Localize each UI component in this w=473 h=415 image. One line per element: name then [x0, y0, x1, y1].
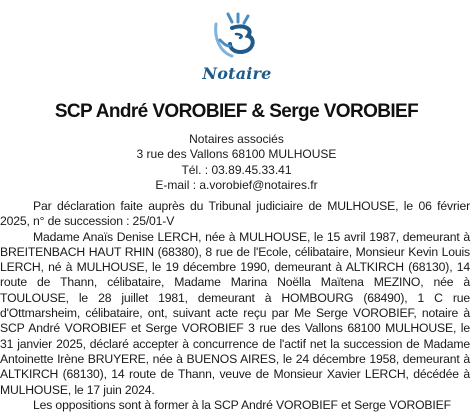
notice-paragraph-oppositions: Les oppositions sont à former à la SCP André VOROBIEF et Serge VOROBIEF: [33, 397, 451, 412]
firm-subtitle: Notaires associés: [189, 132, 284, 146]
notice-body: [0, 199, 470, 413]
notice-paragraph-declaration: Par déclaration faite auprès du Tribunal judiciaire de MULHOUSE, le 06 février 2025, n° de succession : 25/01-V: [0, 199, 470, 229]
logo-wordmark: Notaire: [202, 64, 272, 83]
firm-phone: Tél. : 03.89.45.33.41: [181, 163, 292, 177]
notaire-emblem-icon: [210, 10, 264, 62]
firm-name: SCP André VOROBIEF & Serge VOROBIEF: [54, 101, 419, 122]
notaire-logo: [196, 8, 278, 84]
notice-paragraph-acceptance: Madame Anaïs Denise LERCH, née à MULHOUSE, le 15 avril 1987, demeurant à BREITENBACH HAUT RHIN (68380), 8 rue de l'Ecole, célibataire, Monsieur Kevin Louis LERCH, né à MULHOUSE, le 19 décembre 1990, demeurant à ALTKIRCH (68130), 14 route de Thann, célibataire, Madame Marina Noëlla Maïtena MEZINO, née à TOULOUSE, le 28 juillet 1981, demeurant à HOMBOURG (68490), 1 C rue d'Ottmarsheim, célibataire, ont, suivant acte reçu par Me Serge VOROBIEF, notaire à SCP André VOROBIEF et Serge VOROBIEF 3 rue des Vallons 68100 MULHOUSE, le 31 janvier 2025, déclaré accepter à concurrence de l'actif net la succession de Madame Antoinette Irène BRUYERE, née à BUENOS AIRES, le 24 décembre 1958, demeurant à ALTKIRCH (68130), 14 route de Thann, veuve de Monsieur Xavier LERCH, décédée à MULHOUSE, le 17 juin 2024.: [0, 229, 470, 397]
firm-email: E-mail : a.vorobief@notaires.fr: [155, 178, 318, 192]
firm-address: 3 rue des Vallons 68100 MULHOUSE: [136, 147, 337, 161]
